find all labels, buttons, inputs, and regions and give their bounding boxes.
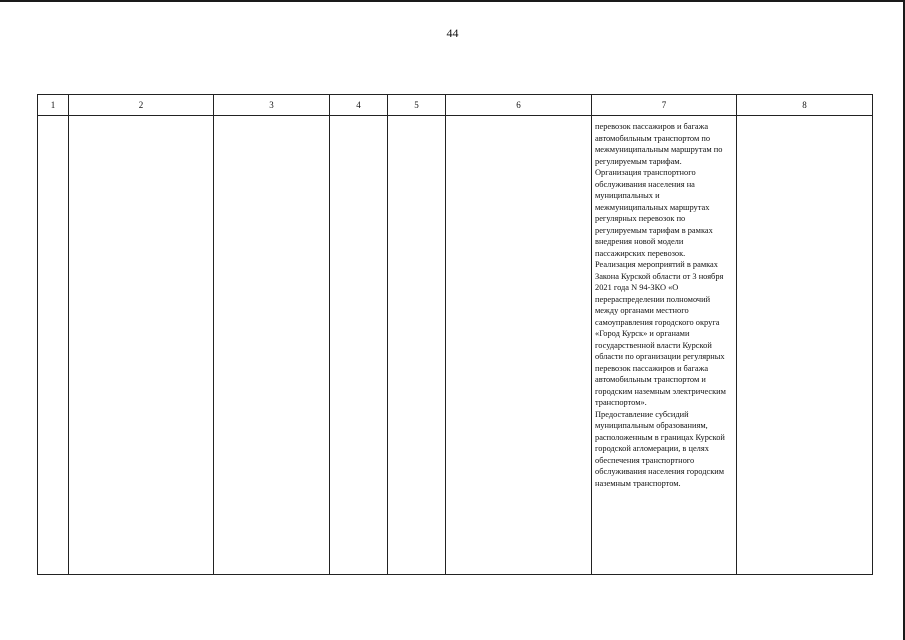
table-cell-col4 <box>330 116 388 575</box>
column-header-8: 8 <box>737 95 873 116</box>
table-cell-col1 <box>38 116 69 575</box>
table-cell-col7 <box>592 116 737 575</box>
column-header-2: 2 <box>69 95 214 116</box>
table-cell-col2 <box>69 116 214 575</box>
page-border-top <box>0 0 905 2</box>
column-header-1: 1 <box>38 95 69 116</box>
page-number: 44 <box>446 26 459 40</box>
activity-paragraph: Реализация мероприятий в рамках Закона Курской области от 3 ноября 2021 года N 94-ЗКО «О перераспределении полномочий между органами местного самоуправления городского округа «Город Курск» и органами государственной власти Курской области по организации регулярных перевозок пассажиров и багажа автомобильным транспортом и городским наземным электрическим транспортом». <box>595 260 726 407</box>
table-cell-col5 <box>388 116 446 575</box>
table-row <box>38 116 873 575</box>
table-header-row <box>38 95 873 116</box>
activity-paragraph: перевозок пассажиров и багажа автомобильным транспортом по межмуниципальным маршрутам по регулируемым тарифам. <box>595 122 723 166</box>
activity-paragraph: Организация транспортного обслуживания населения на муниципальных и межмуниципальных маршрутах регулярных перевозок по регулируемым тарифам в рамках внедрения новой модели пассажирских перевозок. <box>595 168 713 258</box>
activities-text <box>592 116 736 489</box>
table-cell-col6 <box>446 116 592 575</box>
activity-paragraph: Предоставление субсидий муниципальным образованиям, расположенным в границах Курской городской агломерации, в целях обеспечения транспортного обслуживания населения городским наземным транспортом. <box>595 409 725 488</box>
column-header-5: 5 <box>388 95 446 116</box>
column-header-6: 6 <box>446 95 592 116</box>
column-header-4: 4 <box>330 95 388 116</box>
data-table <box>37 94 873 575</box>
column-header-3: 3 <box>214 95 330 116</box>
table-cell-col3 <box>214 116 330 575</box>
column-header-7: 7 <box>592 95 737 116</box>
table-cell-col8 <box>737 116 873 575</box>
